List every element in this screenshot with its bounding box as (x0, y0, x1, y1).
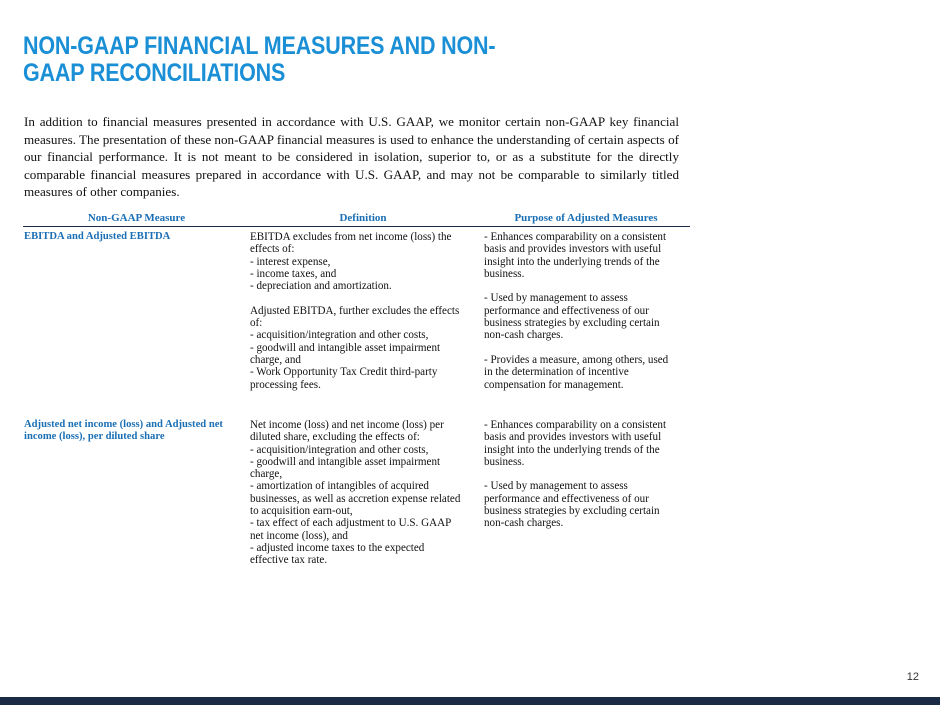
header-non-gaap-measure: Non-GAAP Measure (87, 212, 186, 224)
measure-name: Adjusted net income (loss) and Adjusted net income (loss), per diluted share (24, 419, 223, 443)
intro-paragraph: In addition to financial measures presented in accordance with U.S. GAAP, we monitor certain non-GAAP key financial measures. The presentation of these non-GAAP financial measures is used to enhance the understanding of certain aspects of our financial performance. It is not meant to be considered in isolation, superior to, or as a substitute for the directly comparable financial measures prepared in accordance with U.S. GAAP, and may not be comparable to similarly titled measures of other companies. (24, 114, 679, 200)
measure-name: EBITDA and Adjusted EBITDA (24, 231, 171, 242)
non-gaap-table (23, 209, 690, 575)
measure-purpose: - Enhances comparability on a consistent basis and provides investors with useful insight into the underlying trends of the business. - Used by management to assess performance and effectiveness of our business strategies by excluding certain non-cash charges. - Provides a measure, among others, used in the determination of incentive compensation for management. (484, 231, 669, 391)
header-purpose: Purpose of Adjusted Measures (514, 212, 658, 224)
measure-definition: Net income (loss) and net income (loss) per diluted share, excluding the effects of: - acquisition/integration and other costs, - goodwill and intangible asset impairment charge, - amortization of intangibles of acquired businesses, as well as accretion expense related to acquisition earn-out, - tax effect of each adjustment to U.S. GAAP net income (loss), and - adjusted income taxes to the expected effective tax rate. (250, 419, 461, 567)
footer-bar (0, 697, 940, 705)
measure-definition: EBITDA excludes from net income (loss) the effects of: - interest expense, - income taxes, and - depreciation and amortization. Adjusted EBITDA, further excludes the effects of: - acquisition/integration and other costs, - goodwill and intangible asset impairment charge, and - Work Opportunity Tax Credit third-party processing fees. (250, 231, 460, 391)
page-title: NON-GAAP FINANCIAL MEASURES AND NON-GAAP RECONCILIATIONS (23, 32, 496, 87)
page-number: 12 (906, 671, 919, 683)
header-definition: Definition (339, 212, 387, 224)
table-header (23, 209, 690, 227)
table-row (23, 415, 690, 575)
measure-purpose: - Enhances comparability on a consistent basis and provides investors with useful insight into the underlying trends of the business. - Used by management to assess performance and effectiveness of our business strategies by excluding certain non-cash charges. (484, 419, 667, 530)
table-row (23, 227, 690, 415)
